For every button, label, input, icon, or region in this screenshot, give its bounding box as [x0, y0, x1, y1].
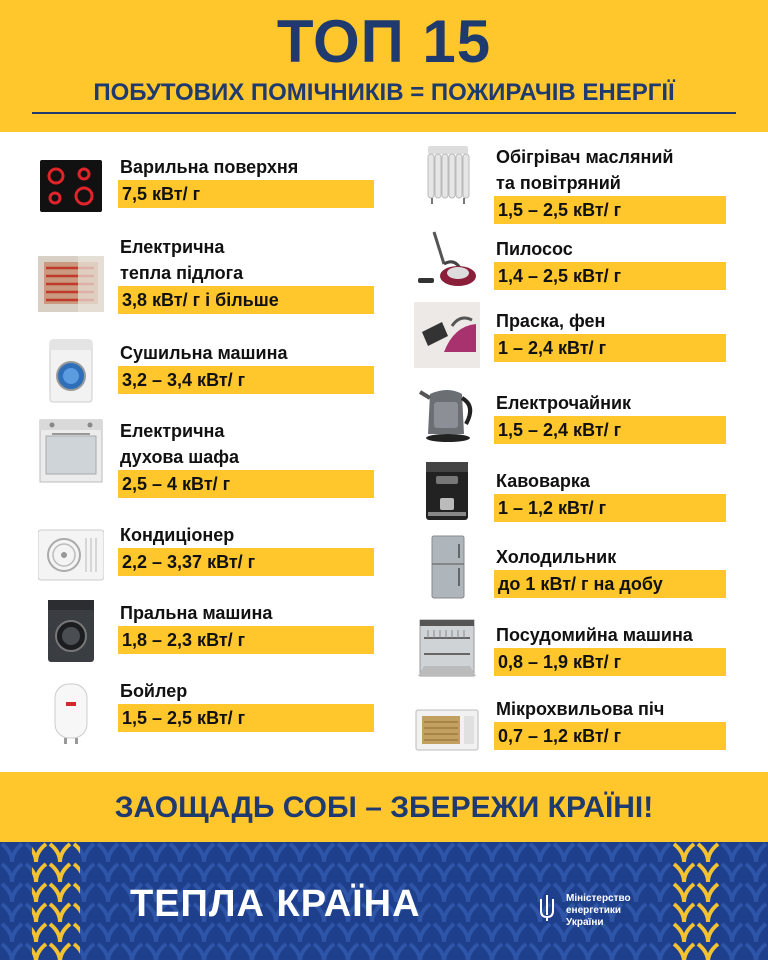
item-name: Праска, фен: [496, 311, 606, 331]
item-value: до 1 кВт/ г на добу: [494, 570, 726, 598]
item-value: 1,4 – 2,5 кВт/ г: [494, 262, 726, 290]
item-value: 1 – 2,4 кВт/ г: [494, 334, 726, 362]
iron-hairdryer-icon: [414, 302, 480, 368]
item-name: Кондиціонер: [120, 525, 235, 545]
item-value: 1,5 – 2,5 кВт/ г: [494, 196, 726, 224]
item-value: 1 – 1,2 кВт/ г: [494, 494, 726, 522]
ministry-logo-text: [566, 893, 656, 929]
air-conditioner-icon: [38, 522, 104, 588]
item-name: Бойлер: [120, 681, 188, 701]
washing-machine-icon: [38, 598, 104, 664]
item-value: 3,8 кВт/ г і більше: [118, 286, 374, 314]
brand-name: ТЕПЛА КРАЇНА: [130, 883, 421, 925]
item-value: 7,5 кВт/ г: [118, 180, 374, 208]
coffee-machine-icon: [414, 458, 480, 524]
slogan: ЗАОЩАДЬ СОБІ – ЗБЕРЕЖИ КРАЇНІ!: [114, 791, 654, 824]
fridge-icon: [414, 534, 480, 600]
kettle-icon: [414, 378, 480, 444]
item-name: Кавоварка: [496, 471, 590, 491]
microwave-icon: [414, 694, 480, 760]
item-name: та повітряний: [496, 173, 621, 193]
ministry-line: України: [566, 917, 604, 928]
item-value: 1,5 – 2,4 кВт/ г: [494, 416, 726, 444]
item-value: 2,5 – 4 кВт/ г: [118, 470, 374, 498]
item-value: 0,8 – 1,9 кВт/ г: [494, 648, 726, 676]
item-name: Варильна поверхня: [120, 157, 299, 177]
oven-icon: [38, 418, 104, 484]
page-title: ТОП 15: [276, 8, 492, 75]
item-value: 0,7 – 1,2 кВт/ г: [494, 722, 726, 750]
item-name: Сушильна машина: [120, 343, 288, 363]
item-name: Електрична: [120, 237, 225, 257]
item-name: Холодильник: [496, 547, 617, 567]
item-name: Пральна машина: [120, 603, 273, 623]
page-subtitle: ПОБУТОВИХ ПОМІЧНИКІВ = ПОЖИРАЧІВ ЕНЕРГІЇ: [93, 79, 675, 106]
item-name: Пилосос: [496, 239, 573, 259]
ministry-line: Міністерство: [566, 893, 631, 904]
vacuum-cleaner-icon: [414, 224, 480, 290]
subtitle-underline: [32, 112, 736, 114]
item-value: 3,2 – 3,4 кВт/ г: [118, 366, 374, 394]
header-band: [0, 0, 768, 132]
trident-icon: [538, 893, 556, 923]
dryer-icon: [38, 338, 104, 404]
item-name: Електрична: [120, 421, 225, 441]
item-value: 2,2 – 3,37 кВт/ г: [118, 548, 374, 576]
item-name: Електрочайник: [496, 393, 632, 413]
oil-heater-icon: [414, 142, 480, 208]
cooktop-icon: [38, 154, 104, 220]
item-name: духова шафа: [120, 447, 240, 467]
water-heater-icon: [38, 680, 104, 746]
item-name: тепла підлога: [120, 263, 244, 283]
item-name: Посудомийна машина: [496, 625, 693, 645]
dishwasher-icon: [414, 616, 480, 682]
ministry-line: енергетики: [566, 905, 622, 916]
item-value: 1,8 – 2,3 кВт/ г: [118, 626, 374, 654]
item-name: Мікрохвильова піч: [496, 699, 665, 719]
heated-floor-icon: [38, 250, 104, 316]
item-value: 1,5 – 2,5 кВт/ г: [118, 704, 374, 732]
item-name: Обігрівач масляний: [496, 147, 674, 167]
